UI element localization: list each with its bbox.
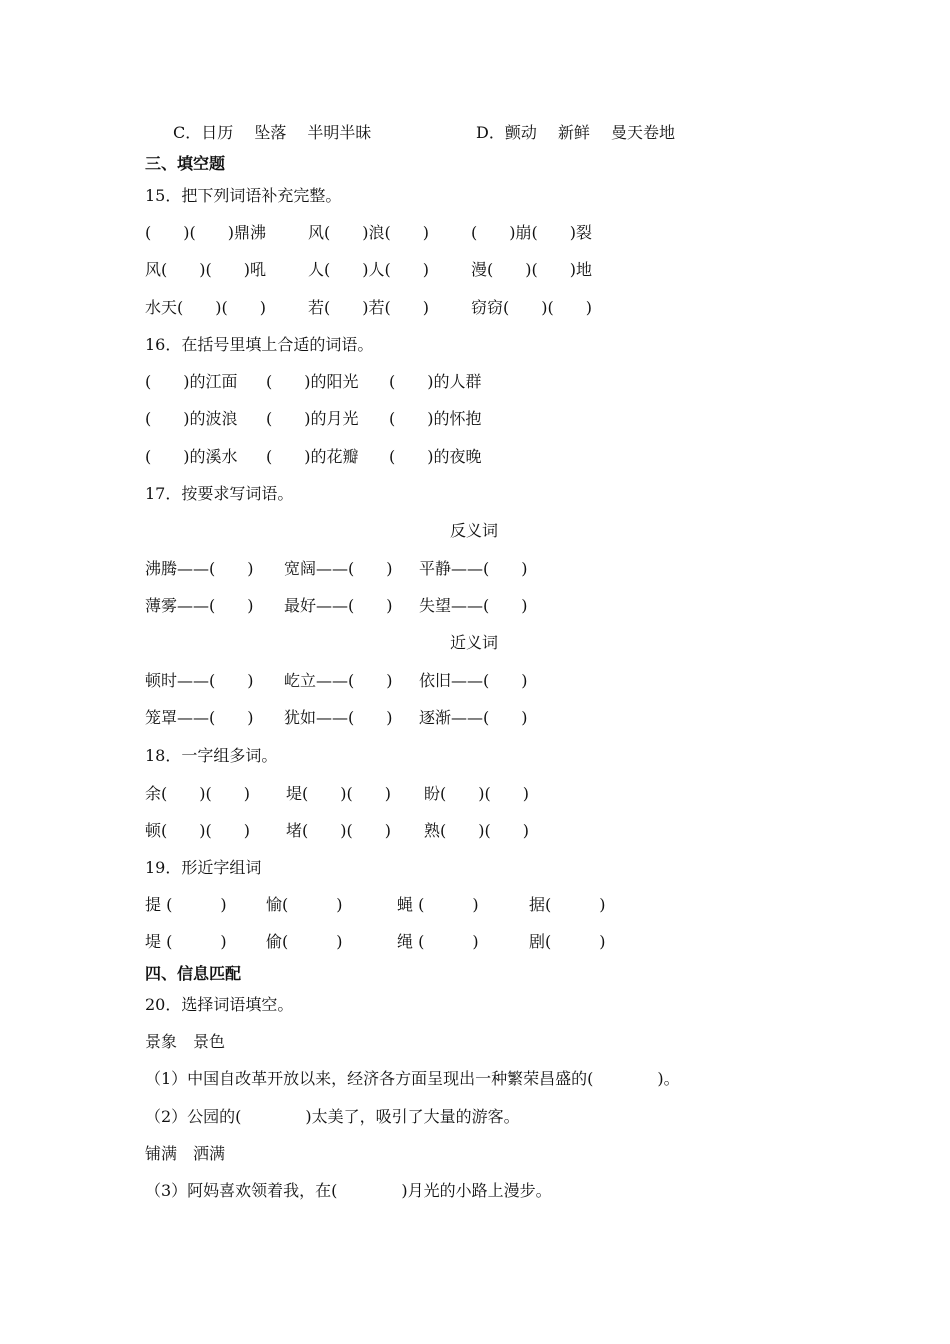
option-c: C．日历 坠落 半明半昧 — [173, 123, 372, 142]
blank-phrase: 堵( )( ) — [286, 821, 391, 840]
q15-row-1 — [0, 220, 950, 246]
blank-phrase: ( )的月光 — [266, 409, 359, 428]
blank-phrase: 风( )( )吼 — [145, 260, 266, 279]
blank-phrase: 盼( )( ) — [424, 784, 529, 803]
q18-prompt: 18．一字组多词。 — [145, 746, 278, 765]
blank-phrase: 逐渐——( ) — [419, 708, 528, 727]
section3-title: 三、填空题 — [145, 154, 226, 173]
q17-synonym-row-1 — [0, 668, 950, 694]
blank-phrase: ( )的波浪 — [145, 409, 238, 428]
blank-phrase: 提 ( ) — [145, 895, 227, 914]
blank-phrase: 偷( ) — [266, 932, 343, 951]
blank-phrase: 顿时——( ) — [145, 671, 254, 690]
blank-phrase: 平静——( ) — [419, 559, 528, 578]
word-choices-1: 景象 景色 — [145, 1032, 226, 1051]
q16-row-3 — [0, 444, 950, 470]
blank-phrase: ( )的溪水 — [145, 447, 238, 466]
blank-phrase: 沸腾——( ) — [145, 559, 254, 578]
blank-phrase: 愉( ) — [266, 895, 343, 914]
q19-row-1 — [0, 892, 950, 918]
blank-phrase: 剧( ) — [529, 932, 606, 951]
blank-phrase: 熟( )( ) — [424, 821, 529, 840]
blank-phrase: ( )的花瓣 — [266, 447, 359, 466]
q15-prompt: 15．把下列词语补充完整。 — [145, 186, 342, 205]
blank-phrase: 窃窃( )( ) — [471, 298, 592, 317]
q15-row-3 — [0, 295, 950, 321]
blank-phrase: 屹立——( ) — [284, 671, 393, 690]
blank-phrase: 水天( )( ) — [145, 298, 266, 317]
q17-synonym-row-2 — [0, 705, 950, 731]
word-choices-2: 铺满 洒满 — [145, 1144, 226, 1163]
blank-phrase: ( )的怀抱 — [389, 409, 482, 428]
blank-phrase: 若( )若( ) — [308, 298, 429, 317]
blank-phrase: 堤 ( ) — [145, 932, 227, 951]
q17-antonym-row-1 — [0, 556, 950, 582]
blank-phrase: 风( )浪( ) — [308, 223, 429, 242]
blank-phrase: 笼罩——( ) — [145, 708, 254, 727]
antonym-heading: 反义词 — [450, 521, 499, 540]
sentence-1: （1）中国自改革开放以来，经济各方面呈现出一种繁荣昌盛的( )。 — [145, 1069, 680, 1088]
sentence-2: （2）公园的( )太美了，吸引了大量的游客。 — [145, 1107, 520, 1126]
section4-title: 四、信息匹配 — [145, 964, 242, 983]
blank-phrase: ( )( )鼎沸 — [145, 223, 266, 242]
blank-phrase: 堤( )( ) — [286, 784, 391, 803]
blank-phrase: 人( )人( ) — [308, 260, 429, 279]
blank-phrase: 薄雾——( ) — [145, 596, 254, 615]
blank-phrase: 余( )( ) — [145, 784, 250, 803]
synonym-heading: 近义词 — [450, 633, 499, 652]
q19-prompt: 19．形近字组词 — [145, 858, 262, 877]
blank-phrase: ( )的人群 — [389, 372, 482, 391]
blank-phrase: 宽阔——( ) — [284, 559, 393, 578]
blank-phrase: ( )的江面 — [145, 372, 238, 391]
blank-phrase: 依旧——( ) — [419, 671, 528, 690]
q16-row-2 — [0, 406, 950, 432]
blank-phrase: 蝇 ( ) — [397, 895, 479, 914]
blank-phrase: ( )的夜晚 — [389, 447, 482, 466]
blank-phrase: 最好——( ) — [284, 596, 393, 615]
blank-phrase: ( )崩( )裂 — [471, 223, 592, 242]
q18-row-1 — [0, 781, 950, 807]
blank-phrase: 失望——( ) — [419, 596, 528, 615]
sentence-3: （3）阿妈喜欢领着我，在( )月光的小路上漫步。 — [145, 1181, 552, 1200]
q20-prompt: 20．选择词语填空。 — [145, 995, 294, 1014]
q17-prompt: 17．按要求写词语。 — [145, 484, 294, 503]
q17-antonym-row-2 — [0, 593, 950, 619]
blank-phrase: ( )的阳光 — [266, 372, 359, 391]
option-d: D．颤动 新鲜 曼天卷地 — [476, 123, 676, 142]
blank-phrase: 绳 ( ) — [397, 932, 479, 951]
blank-phrase: 据( ) — [529, 895, 606, 914]
q18-row-2 — [0, 818, 950, 844]
blank-phrase: 犹如——( ) — [284, 708, 393, 727]
q16-row-1 — [0, 369, 950, 395]
blank-phrase: 漫( )( )地 — [471, 260, 592, 279]
q15-row-2 — [0, 257, 950, 283]
q16-prompt: 16．在括号里填上合适的词语。 — [145, 335, 374, 354]
q19-row-2 — [0, 929, 950, 955]
blank-phrase: 顿( )( ) — [145, 821, 250, 840]
